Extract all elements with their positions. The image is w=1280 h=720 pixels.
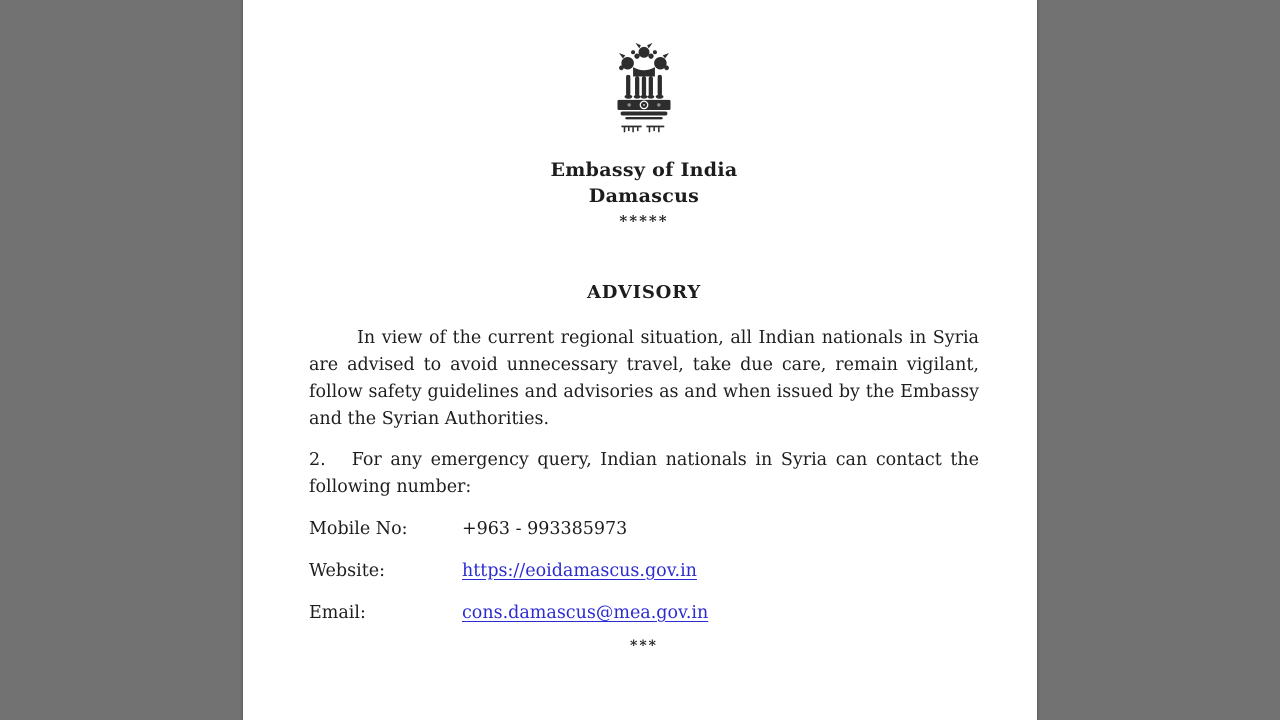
contact-row-website	[309, 558, 979, 585]
org-city: Damascus	[588, 185, 700, 207]
website-link[interactable]: https://eoidamascus.gov.in	[462, 561, 697, 581]
header-separator: *****	[619, 212, 669, 230]
paragraph-2-text: For any emergency query, Indian nationals in Syria can contact the following number:	[309, 450, 979, 497]
advisory-paragraph-2	[309, 447, 979, 501]
advisory-title: ADVISORY	[587, 282, 701, 303]
document-page	[243, 0, 1037, 720]
website-label: Website:	[309, 561, 385, 581]
emblem	[309, 42, 979, 143]
india-state-emblem-icon	[605, 42, 683, 139]
email-link[interactable]: cons.damascus@mea.gov.in	[462, 603, 709, 623]
footer-separator: ***	[630, 638, 658, 654]
org-name: Embassy of India	[550, 159, 738, 181]
emblem-motto-glyphs	[621, 126, 664, 133]
mobile-number: +963 - 993385973	[462, 519, 628, 539]
contact-row-mobile	[309, 516, 979, 543]
email-label: Email:	[309, 603, 366, 623]
mobile-label: Mobile No:	[309, 519, 408, 539]
paragraph-number: 2.	[309, 450, 326, 470]
contact-row-email	[309, 600, 979, 627]
advisory-paragraph-1: In view of the current regional situation, all Indian nationals in Syria are advised to avoid unnecessary travel, take due care, remain vigilant, follow safety guidelines and advisories as and when issued by the Embassy and the Syrian Authorities.	[309, 328, 979, 429]
